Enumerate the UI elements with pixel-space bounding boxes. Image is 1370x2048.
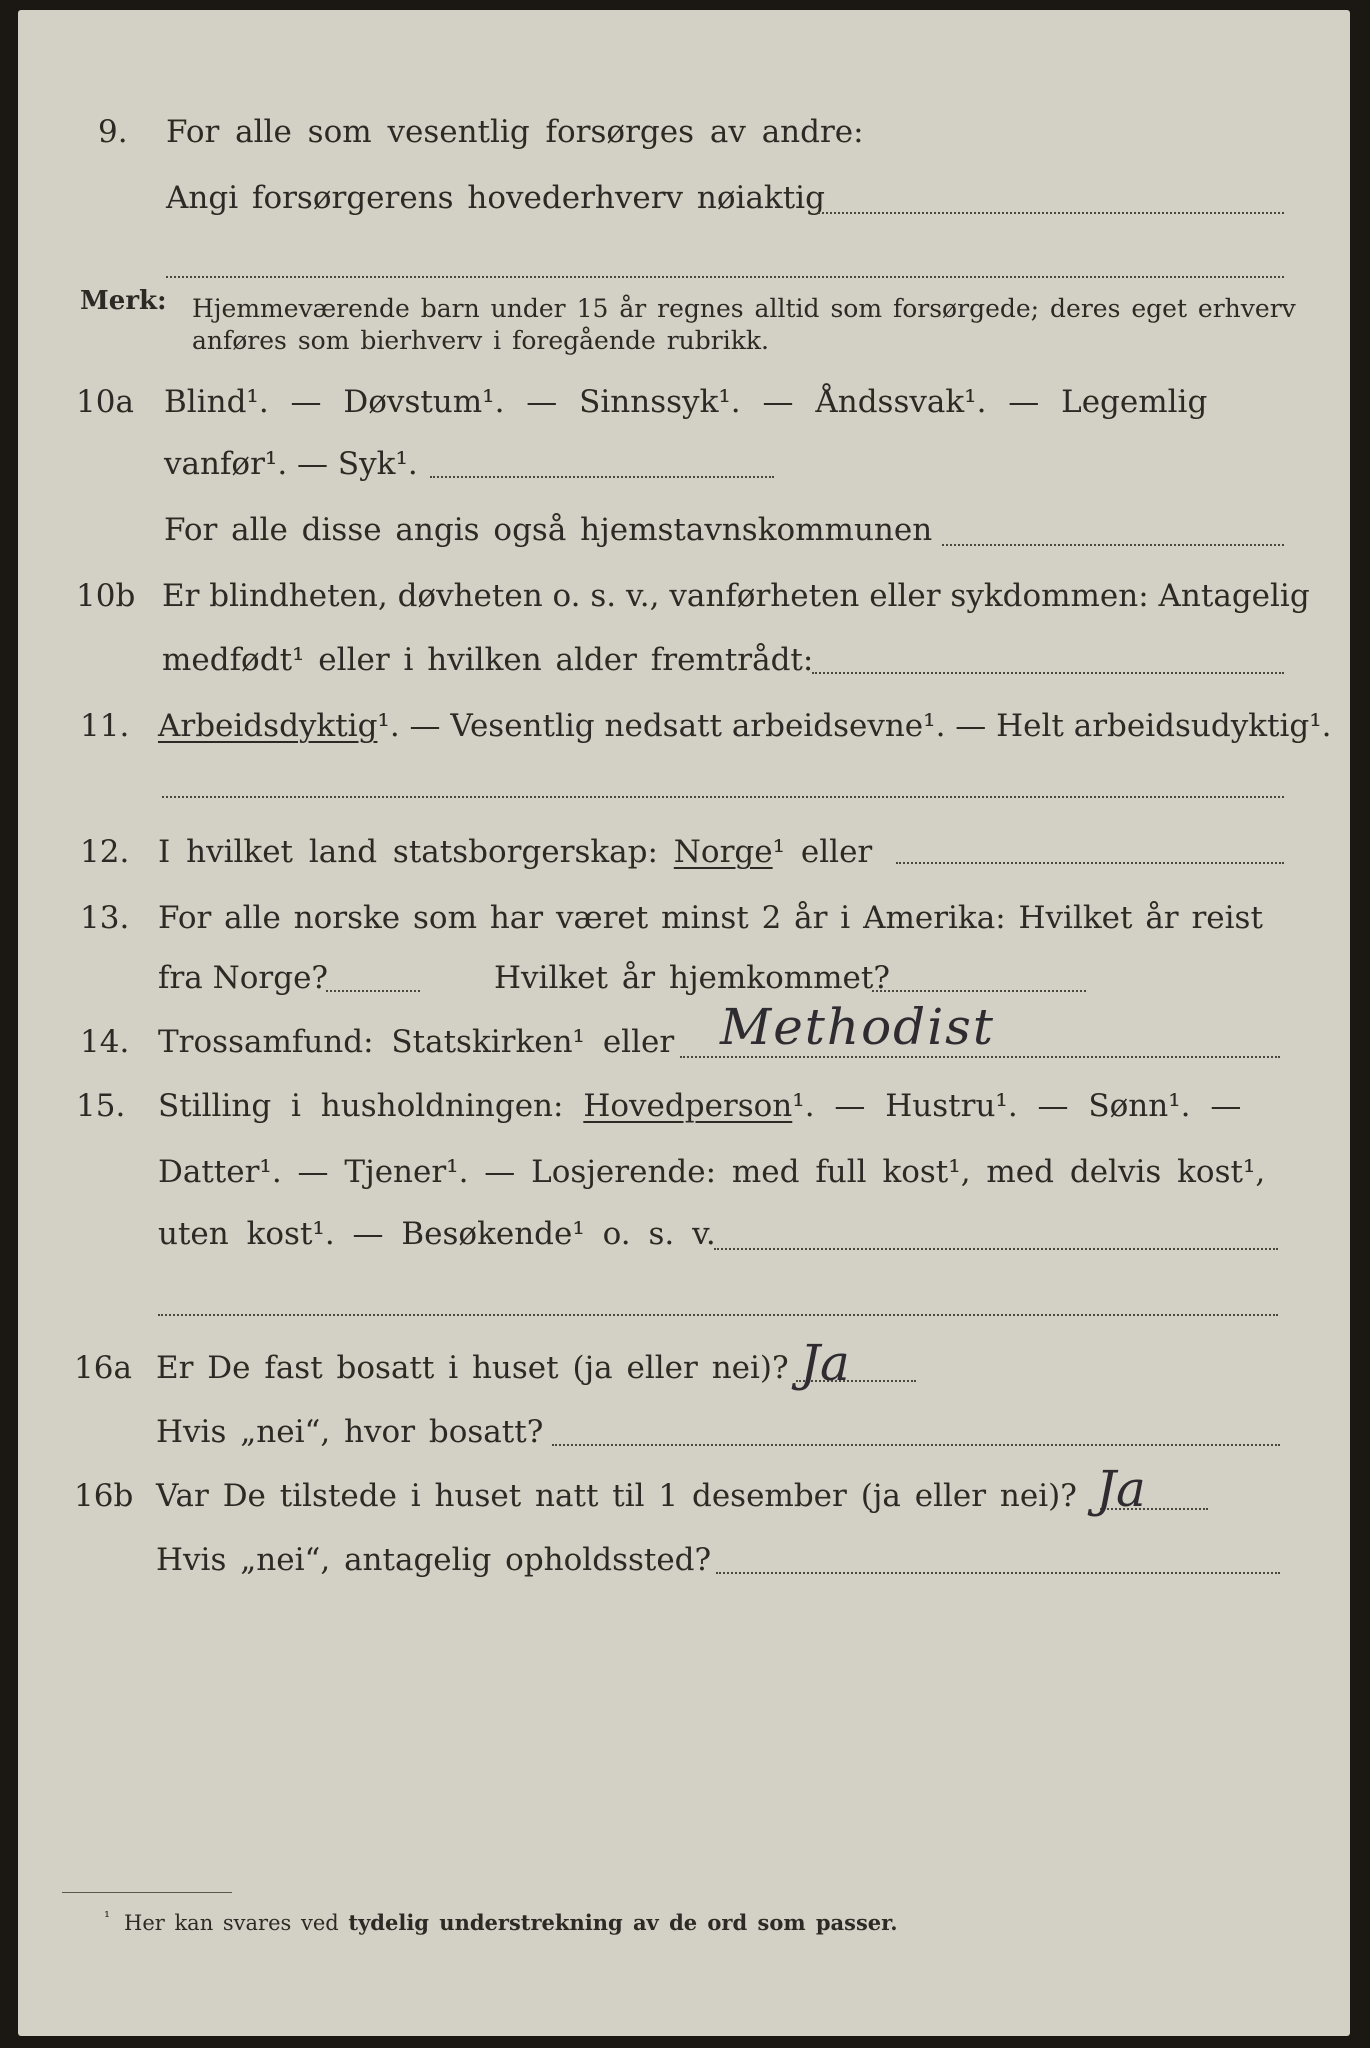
q16a-bosatt-line (552, 1444, 1280, 1446)
merk-line1: Hjemmeværende barn under 15 år regnes alltid som forsørgede; deres eget erhverv (192, 294, 1296, 323)
q14-number: 14. (80, 1024, 130, 1060)
q12-answer-line (896, 862, 1284, 864)
footnote-lead: Her kan svares ved (124, 1911, 339, 1935)
q16a-number: 16a (74, 1350, 132, 1386)
q16b-number: 16b (74, 1478, 134, 1514)
q16b-line1: Var De tilstede i huset natt til 1 desember (ja eller nei)? (156, 1478, 1077, 1514)
q9-line2: Angi forsørgerens hovederhverv nøiaktig (166, 180, 825, 216)
q9-answer-line (818, 212, 1284, 214)
q12-or: ¹ eller (772, 834, 873, 870)
q10b-answer-line (812, 672, 1284, 674)
q16a-line2: Hvis „nei“, hvor bosatt? (156, 1414, 544, 1450)
q16a-handwritten-answer: Ja (800, 1334, 850, 1392)
q11-text (158, 708, 1332, 744)
q11-selected-option: Arbeidsdyktig (158, 708, 378, 744)
q15-answer-line2 (158, 1314, 1278, 1316)
q10b-line1: Er blindheten, døvheten o. s. v., vanførheten eller sykdommen: Antagelig (162, 578, 1310, 614)
q11-options: ¹. — Vesentlig nedsatt arbeidsevne¹. — Helt arbeidsudyktig¹. (377, 708, 1332, 744)
q10b-number: 10b (76, 578, 136, 614)
q13-reist-line (326, 990, 420, 992)
q9-line1: For alle som vesentlig forsørges av andre: (166, 114, 864, 150)
q12-question: I hvilket land statsborgerskap: (158, 834, 658, 870)
footnote-text (124, 1910, 898, 1935)
q10a-answer-line (430, 476, 774, 478)
q16b-line2: Hvis „nei“, antagelig opholdssted? (156, 1542, 712, 1578)
q10a-answer-line2 (942, 544, 1284, 546)
q15-line3: uten kost¹. — Besøkende¹ o. s. v. (158, 1216, 716, 1252)
q14-answer-line (680, 1056, 1280, 1058)
q11-answer-line (162, 796, 1284, 798)
q13-hjem-line (872, 990, 1086, 992)
q13-line1: For alle norske som har været minst 2 år i Amerika: Hvilket år reist (158, 900, 1263, 936)
q15-question: Stilling i husholdningen: (158, 1088, 564, 1124)
q16b-opphold-line (716, 1572, 1280, 1574)
q9-answer-line2 (166, 276, 1284, 278)
q14-text: Trossamfund: Statskirken¹ eller (158, 1024, 675, 1060)
q10b-line2: medfødt¹ eller i hvilken alder fremtrådt: (162, 642, 814, 678)
q16b-handwritten-answer: Ja (1096, 1460, 1146, 1518)
merk-line2: anføres som bierhverv i foregående rubrikk. (192, 326, 769, 355)
q12-text (158, 834, 872, 870)
q15-options: ¹. — Hustru¹. — Sønn¹. — (792, 1088, 1242, 1124)
q13-line2a: fra Norge? (158, 960, 329, 996)
q9-number: 9. (98, 114, 128, 150)
q13-line2b: Hvilket år hjemkommet? (494, 960, 890, 996)
q12-selected-option: Norge (673, 834, 773, 870)
q15-answer-line (714, 1248, 1278, 1250)
q16a-line1: Er De fast bosatt i huset (ja eller nei)? (156, 1350, 789, 1386)
q14-handwritten-answer: Methodist (720, 998, 995, 1056)
q10a-line3: For alle disse angis også hjemstavnskommunen (164, 512, 933, 548)
merk-label: Merk: (80, 286, 167, 316)
q10a-number: 10a (76, 384, 134, 420)
q15-selected-option: Hovedperson (583, 1088, 793, 1124)
footnote-bold: tydelig understrekning av de ord som passer. (348, 1910, 898, 1935)
q15-number: 15. (76, 1088, 126, 1124)
q10a-line2: vanfør¹. — Syk¹. (164, 446, 418, 482)
q15-line2: Datter¹. — Tjener¹. — Losjerende: med full kost¹, med delvis kost¹, (158, 1154, 1266, 1190)
q11-number: 11. (80, 708, 130, 744)
q15-line1 (158, 1088, 1241, 1124)
q13-number: 13. (80, 900, 130, 936)
footnote-mark: ¹ (104, 1908, 111, 1926)
footnote-rule (62, 1892, 232, 1893)
q10a-line1: Blind¹. — Døvstum¹. — Sinnssyk¹. — Åndssvak¹. — Legemlig (164, 384, 1208, 420)
q12-number: 12. (80, 834, 130, 870)
